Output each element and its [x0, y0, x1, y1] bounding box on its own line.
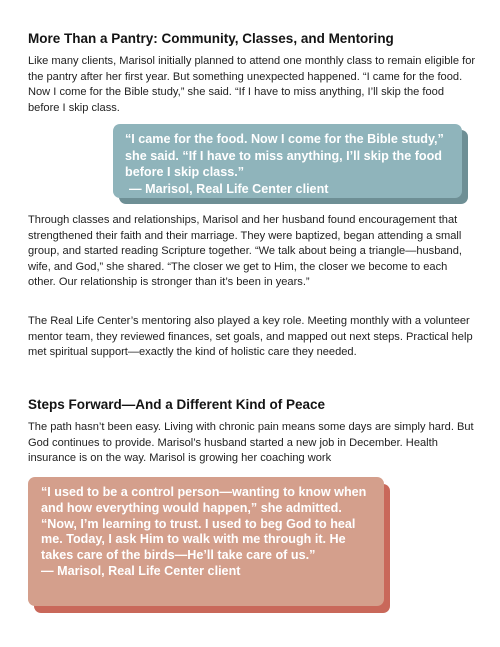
- pull-quote-trust: [28, 477, 390, 613]
- pull-quote-attribution: — Marisol, Real Life Center client: [129, 181, 329, 196]
- section-heading-community: More Than a Pantry: Community, Classes, and Mentoring: [28, 31, 394, 46]
- section-heading-steps-forward: Steps Forward—And a Different Kind of Peace: [28, 397, 326, 412]
- paragraph-eligibility: Like many clients, Marisol initially planned to attend one monthly class to remain eligible for the pantry after her first year. But something unexpected happened. “I came for the food. Now I come for the Bible study,” she said. “If I have to miss anything, I’ll skip the food before I skip class.: [28, 55, 476, 114]
- paragraph-path: The path hasn’t been easy. Living with chronic pain means some days are simply hard. But God continues to provide. Marisol’s husband started a new job in December. Health insurance is on the way. Marisol is growing her coaching work: [28, 421, 474, 465]
- pull-quote-box: [113, 124, 462, 198]
- pull-quote-text: “I came for the food. Now I come for the Bible study,” she said. “If I have to miss anything, I’ll skip the food before I skip class.”: [125, 132, 444, 179]
- paragraph-faith-marriage: Through classes and relationships, Marisol and her husband found encouragement that strengthened their faith and their marriage. They were baptized, began attending a small group, and started reading Scripture together. “We talk about being a triangle—husband, wife, and God,” she shared. “The closer we get to Him, the closer we become to each other. Our relationship is stronger than it’s been in years.”: [28, 214, 462, 289]
- paragraph-mentoring: The Real Life Center’s mentoring also played a key role. Meeting monthly with a volunteer mentor team, they reviewed finances, set goals, and mapped out next steps. Practical help met spiritual support—exactly the kind of holistic care they needed.: [28, 315, 473, 359]
- pull-quote-text: “I used to be a control person—wanting to know when and how everything would happen,” she admitted. “Now, I’m learning to trust. I used to beg God to heal me. Today, I ask Him to walk with me through it. He takes care of the birds—He’ll take care of us.”: [41, 485, 367, 563]
- pull-quote-food: [113, 124, 468, 204]
- pull-quote-box: [28, 477, 384, 606]
- pull-quote-attribution: — Marisol, Real Life Center client: [41, 563, 241, 578]
